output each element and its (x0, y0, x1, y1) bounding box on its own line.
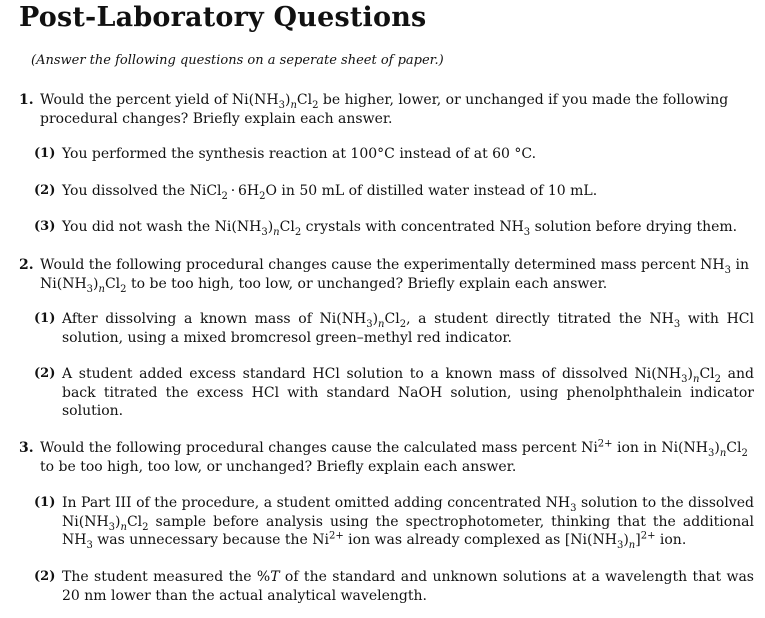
question-1-part-3 (34, 218, 754, 238)
part-label: (1) (34, 146, 56, 161)
part-text: The student measured the %T of the standard and unknown solutions at a wavelength that was 20 nm lower than the actual analytical wavelength. (62, 569, 754, 604)
part-label: (1) (34, 495, 56, 510)
question-number: 3. (19, 440, 34, 456)
question-number: 1. (19, 92, 34, 108)
part-text: You dissolved the NiCl$_2$ · $6H_2O$ in 50 mL of distilled water instead of 10 mL. (62, 183, 598, 202)
question-1-part-1 (34, 145, 754, 164)
question-3-part-2 (34, 568, 754, 605)
part-text: A student added excess standard HCl solution to a known mass of dissolved $Ni(NH_3)_nCl_2$ and back titrated the excess HCl with standard NaOH solution, using phenolphthalein indicator solution. (62, 366, 755, 419)
question-text: Would the following procedural changes cause the calculated mass percent $Ni^{2+}$ ion in $Ni(NH_3)_nCl_2$ to be too high, too low, or unchanged? Briefly explain each answer. (40, 438, 748, 475)
question-1 (19, 91, 750, 128)
question-2-part-1 (34, 310, 754, 347)
question-text: Would the percent yield of $Ni(NH_3)_nCl_2$ be higher, lower, or unchanged if you made the following procedural changes? Briefly explain each answer. (40, 92, 729, 127)
part-text: In Part III of the procedure, a student omitted adding concentrated $NH_3$ solution to the dissolved $Ni(NH_3)_nCl_2$ sample before analysis using the spectrophotometer, thinking that the additional $NH_3$ was unnecessary because the $Ni^{2+}$ ion was already complexed as $[Ni(NH_3)_n]^{2+}$ ion. (62, 495, 754, 551)
question-2-part-2 (34, 365, 755, 421)
part-text: You did not wash the $Ni(NH_3)_nCl_2$ crystals with concentrated $NH_3$ solution before drying them. (62, 219, 738, 238)
question-text: Would the following procedural changes cause the experimentally determined mass percent $NH_3$ in $Ni(NH_3)_nCl_2$ to be too high, too low, or unchanged? Briefly explain each answer. (40, 257, 749, 295)
instruction-note: (Answer the following questions on a seperate sheet of paper.) (31, 53, 444, 68)
question-1-part-2 (34, 182, 754, 202)
question-2 (19, 256, 750, 295)
part-text: After dissolving a known mass of $Ni(NH_3)_nCl_2$, a student directly titrated the $NH_3$ with HCl solution, using a mixed bromcresol green–methyl red indicator. (62, 311, 754, 346)
part-label: (2) (34, 366, 56, 381)
part-label: (2) (34, 569, 56, 584)
part-label: (1) (34, 311, 56, 326)
part-label: (3) (34, 219, 56, 234)
question-3 (19, 438, 750, 476)
question-number: 2. (19, 257, 34, 273)
part-label: (2) (34, 183, 56, 198)
question-3-part-1 (34, 494, 754, 551)
page-title: Post-Laboratory Questions (19, 2, 427, 33)
part-text: You performed the synthesis reaction at 100°C instead of at 60 °C. (62, 146, 537, 162)
